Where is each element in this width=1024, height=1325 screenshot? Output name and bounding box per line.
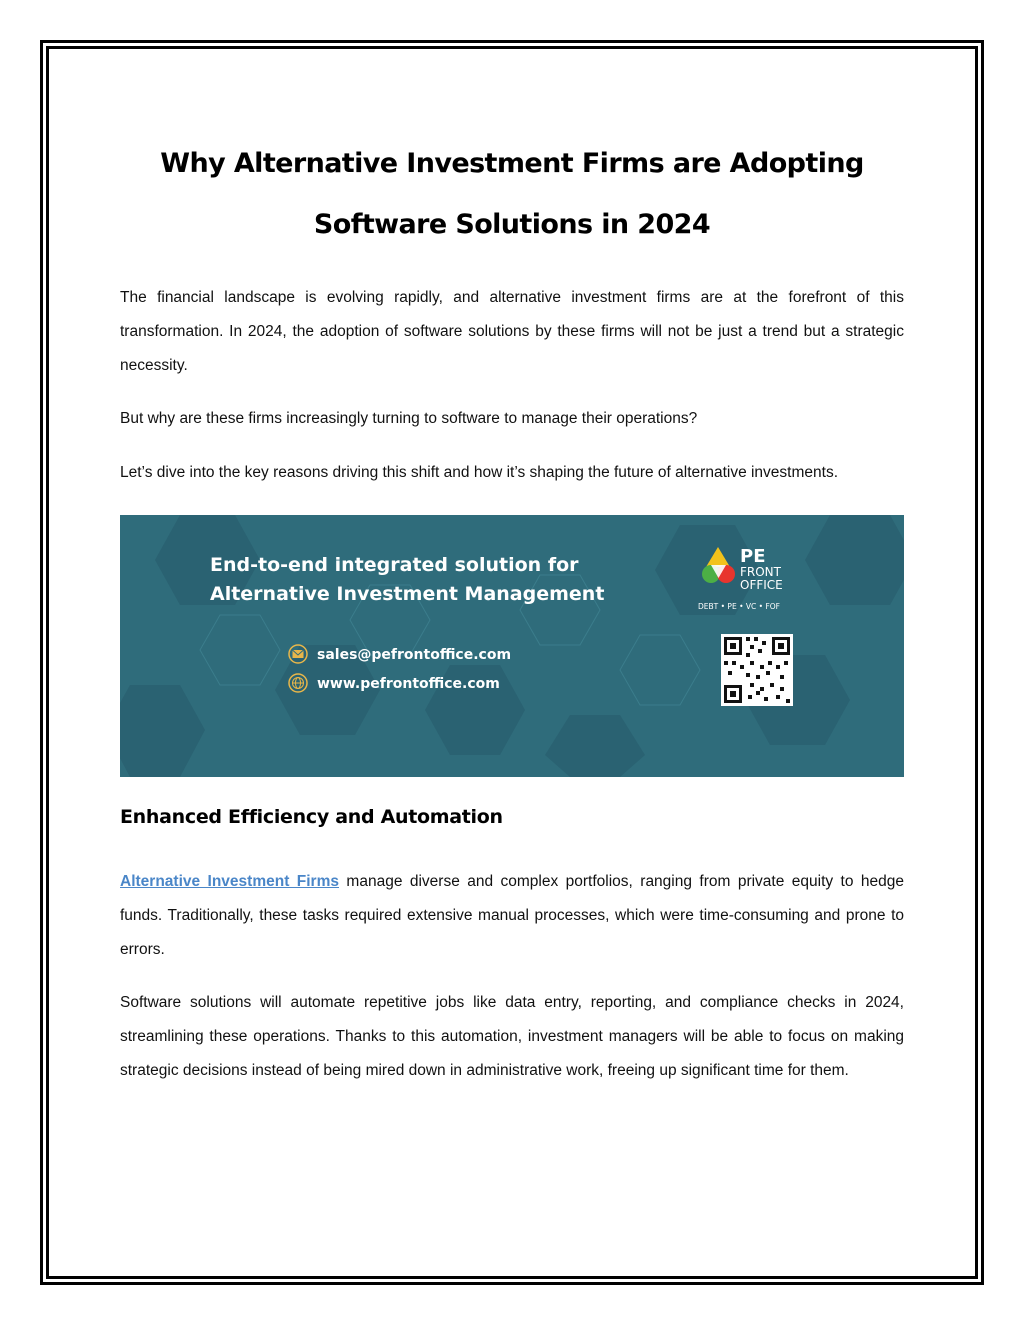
banner-headline-line2: Alternative Investment Management	[210, 583, 605, 605]
page-title-line2: Software Solutions in 2024	[313, 209, 711, 240]
qr-code-icon[interactable]	[721, 634, 793, 706]
alternative-investment-firms-link[interactable]: Alternative Investment Firms	[120, 873, 339, 890]
intro-paragraph: The financial landscape is evolving rapidly, and alternative investment firms are at the forefront of this transformation. In 2024, the adoption of software solutions by these firms will not be just a trend but a strategic necessity.	[120, 289, 904, 374]
section-paragraph-1	[120, 865, 904, 967]
question-paragraph: But why are these firms increasingly turning to software to manage their operations?	[120, 410, 698, 427]
banner-headline-line1: End-to-end integrated solution for	[210, 554, 579, 576]
logo-office: OFFICE	[740, 578, 783, 592]
section-heading: Enhanced Efficiency and Automation	[120, 806, 503, 828]
promo-banner[interactable]	[120, 515, 904, 777]
logo-pe: PE	[740, 546, 766, 567]
page-title-line1: Why Alternative Investment Firms are Adopting	[160, 148, 864, 179]
banner-email[interactable]: sales@pefrontoffice.com	[317, 647, 512, 663]
section-paragraph-2: Software solutions will automate repetitive jobs like data entry, reporting, and compliance checks in 2024, streamlining these operations. Thanks to this automation, investment managers will be able to focus on making strategic decisions instead of being mired down in administrative work, freeing up significant time for them.	[120, 994, 904, 1079]
logo-tagline: DEBT • PE • VC • FOF	[698, 602, 780, 611]
banner-website[interactable]: www.pefrontoffice.com	[317, 676, 500, 692]
section-paragraph-1-text: manage diverse and complex portfolios, ranging from private equity to hedge funds. Traditionally, these tasks required extensive manual processes, which were time-consuming and prone to errors.	[120, 873, 905, 958]
logo-front: FRONT	[740, 565, 781, 579]
dive-paragraph: Let’s dive into the key reasons driving this shift and how it’s shaping the future of alternative investments.	[120, 464, 838, 481]
